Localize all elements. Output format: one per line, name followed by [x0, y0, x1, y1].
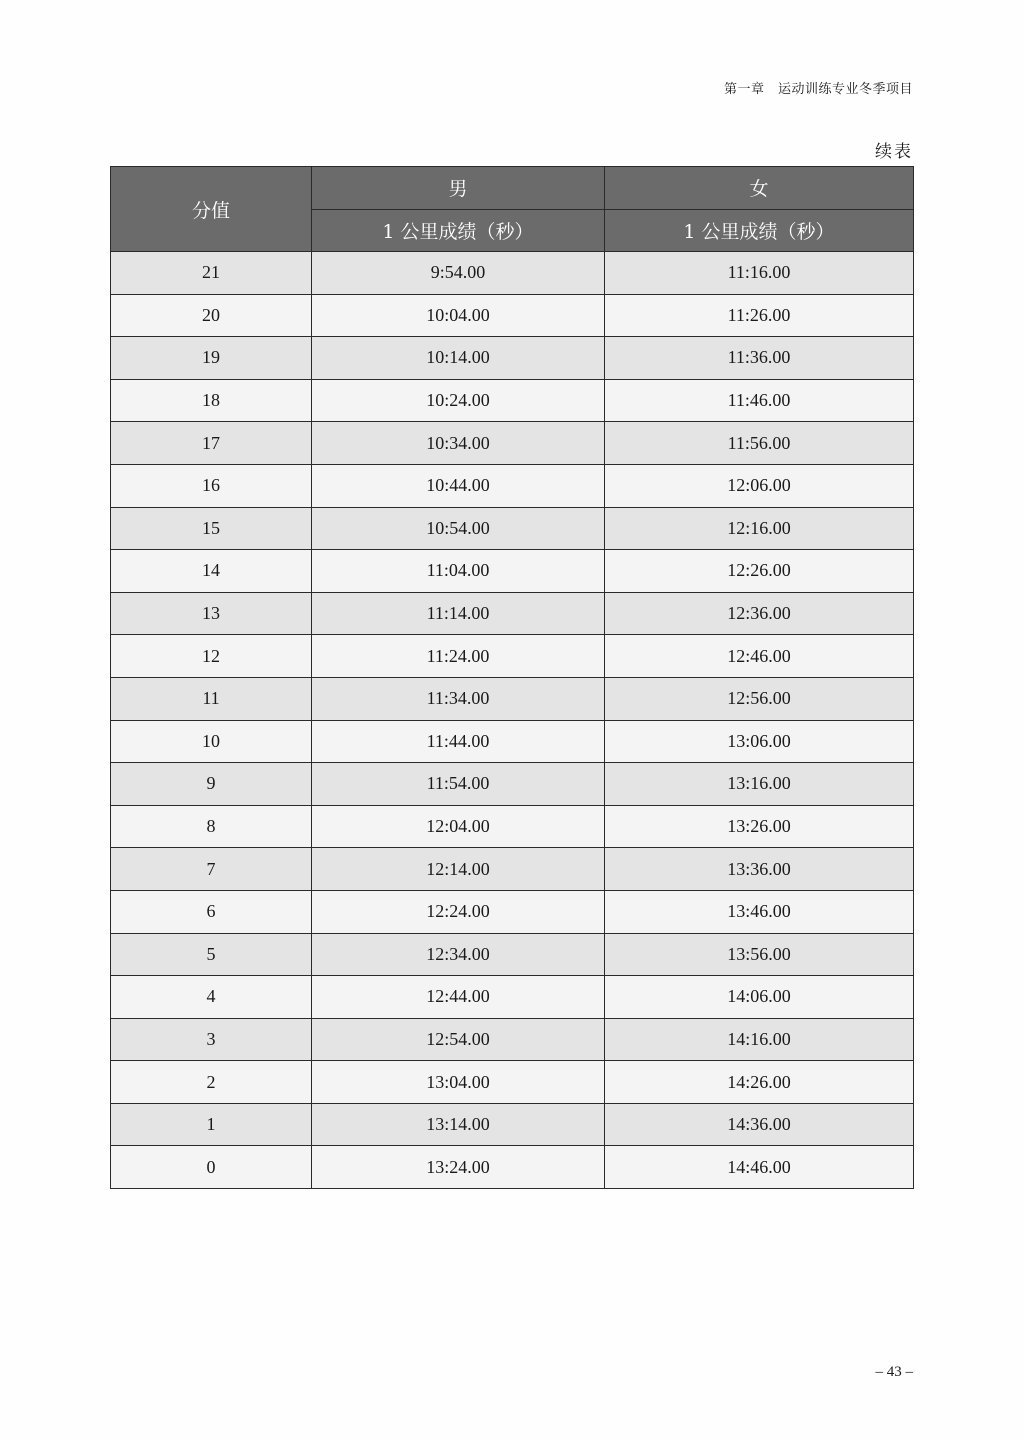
cell-female: 12:56.00 [605, 677, 914, 720]
cell-female: 11:26.00 [605, 294, 914, 337]
cell-male: 11:14.00 [312, 592, 605, 635]
score-table [110, 166, 914, 1189]
table-body [111, 252, 914, 1189]
cell-male: 10:04.00 [312, 294, 605, 337]
cell-male: 12:44.00 [312, 976, 605, 1019]
cell-score: 20 [111, 294, 312, 337]
page-number: – 43 – [875, 1364, 913, 1380]
cell-male: 12:04.00 [312, 805, 605, 848]
cell-male: 12:54.00 [312, 1018, 605, 1061]
table-row [111, 635, 914, 678]
cell-female: 14:36.00 [605, 1103, 914, 1146]
cell-female: 12:16.00 [605, 507, 914, 550]
cell-male: 11:44.00 [312, 720, 605, 763]
cell-female: 13:26.00 [605, 805, 914, 848]
table-row [111, 933, 914, 976]
cell-score: 8 [111, 805, 312, 848]
table-row [111, 677, 914, 720]
cell-female: 11:16.00 [605, 252, 914, 295]
cell-score: 18 [111, 379, 312, 422]
table-row [111, 763, 914, 806]
cell-female: 14:46.00 [605, 1146, 914, 1189]
table-row [111, 1103, 914, 1146]
table-row [111, 422, 914, 465]
table-row [111, 592, 914, 635]
cell-female: 13:46.00 [605, 890, 914, 933]
cell-score: 11 [111, 677, 312, 720]
cell-score: 1 [111, 1103, 312, 1146]
cell-male: 13:04.00 [312, 1061, 605, 1104]
cell-male: 10:14.00 [312, 337, 605, 380]
cell-male: 11:04.00 [312, 550, 605, 593]
subheader-male: 1 公里成绩（秒） [312, 209, 605, 252]
cell-score: 4 [111, 976, 312, 1019]
cell-female: 14:16.00 [605, 1018, 914, 1061]
table-row [111, 1061, 914, 1104]
cell-male: 10:34.00 [312, 422, 605, 465]
cell-score: 14 [111, 550, 312, 593]
cell-score: 2 [111, 1061, 312, 1104]
cell-score: 10 [111, 720, 312, 763]
cell-score: 21 [111, 252, 312, 295]
cell-female: 13:06.00 [605, 720, 914, 763]
cell-female: 12:46.00 [605, 635, 914, 678]
table-row [111, 848, 914, 891]
cell-male: 12:34.00 [312, 933, 605, 976]
cell-male: 12:14.00 [312, 848, 605, 891]
cell-male: 10:44.00 [312, 464, 605, 507]
cell-score: 6 [111, 890, 312, 933]
subheader-female: 1 公里成绩（秒） [605, 209, 914, 252]
cell-score: 13 [111, 592, 312, 635]
cell-female: 14:26.00 [605, 1061, 914, 1104]
cell-score: 17 [111, 422, 312, 465]
cell-score: 5 [111, 933, 312, 976]
table-row [111, 976, 914, 1019]
table-row [111, 379, 914, 422]
header-female: 女 [605, 167, 914, 210]
cell-female: 11:36.00 [605, 337, 914, 380]
table-row [111, 805, 914, 848]
table-row [111, 464, 914, 507]
cell-score: 3 [111, 1018, 312, 1061]
table-caption: 续表 [875, 142, 913, 162]
table-row [111, 1018, 914, 1061]
cell-female: 13:36.00 [605, 848, 914, 891]
cell-female: 11:56.00 [605, 422, 914, 465]
table-row [111, 294, 914, 337]
cell-male: 12:24.00 [312, 890, 605, 933]
header-male: 男 [312, 167, 605, 210]
running-header: 第一章 运动训练专业冬季项目 [723, 82, 913, 97]
table-row [111, 720, 914, 763]
cell-female: 13:16.00 [605, 763, 914, 806]
header-score: 分值 [111, 167, 312, 252]
cell-score: 9 [111, 763, 312, 806]
table-row [111, 550, 914, 593]
table-row [111, 337, 914, 380]
cell-score: 0 [111, 1146, 312, 1189]
cell-male: 11:54.00 [312, 763, 605, 806]
cell-score: 16 [111, 464, 312, 507]
cell-score: 19 [111, 337, 312, 380]
table-row [111, 252, 914, 295]
cell-male: 13:14.00 [312, 1103, 605, 1146]
cell-female: 12:36.00 [605, 592, 914, 635]
table-row [111, 1146, 914, 1189]
cell-score: 15 [111, 507, 312, 550]
cell-female: 12:26.00 [605, 550, 914, 593]
cell-male: 13:24.00 [312, 1146, 605, 1189]
table-row [111, 890, 914, 933]
cell-score: 12 [111, 635, 312, 678]
table-row [111, 507, 914, 550]
cell-female: 13:56.00 [605, 933, 914, 976]
cell-female: 14:06.00 [605, 976, 914, 1019]
cell-male: 9:54.00 [312, 252, 605, 295]
cell-male: 11:24.00 [312, 635, 605, 678]
cell-male: 10:24.00 [312, 379, 605, 422]
cell-female: 12:06.00 [605, 464, 914, 507]
cell-female: 11:46.00 [605, 379, 914, 422]
cell-male: 11:34.00 [312, 677, 605, 720]
cell-male: 10:54.00 [312, 507, 605, 550]
cell-score: 7 [111, 848, 312, 891]
table-header [111, 167, 914, 252]
